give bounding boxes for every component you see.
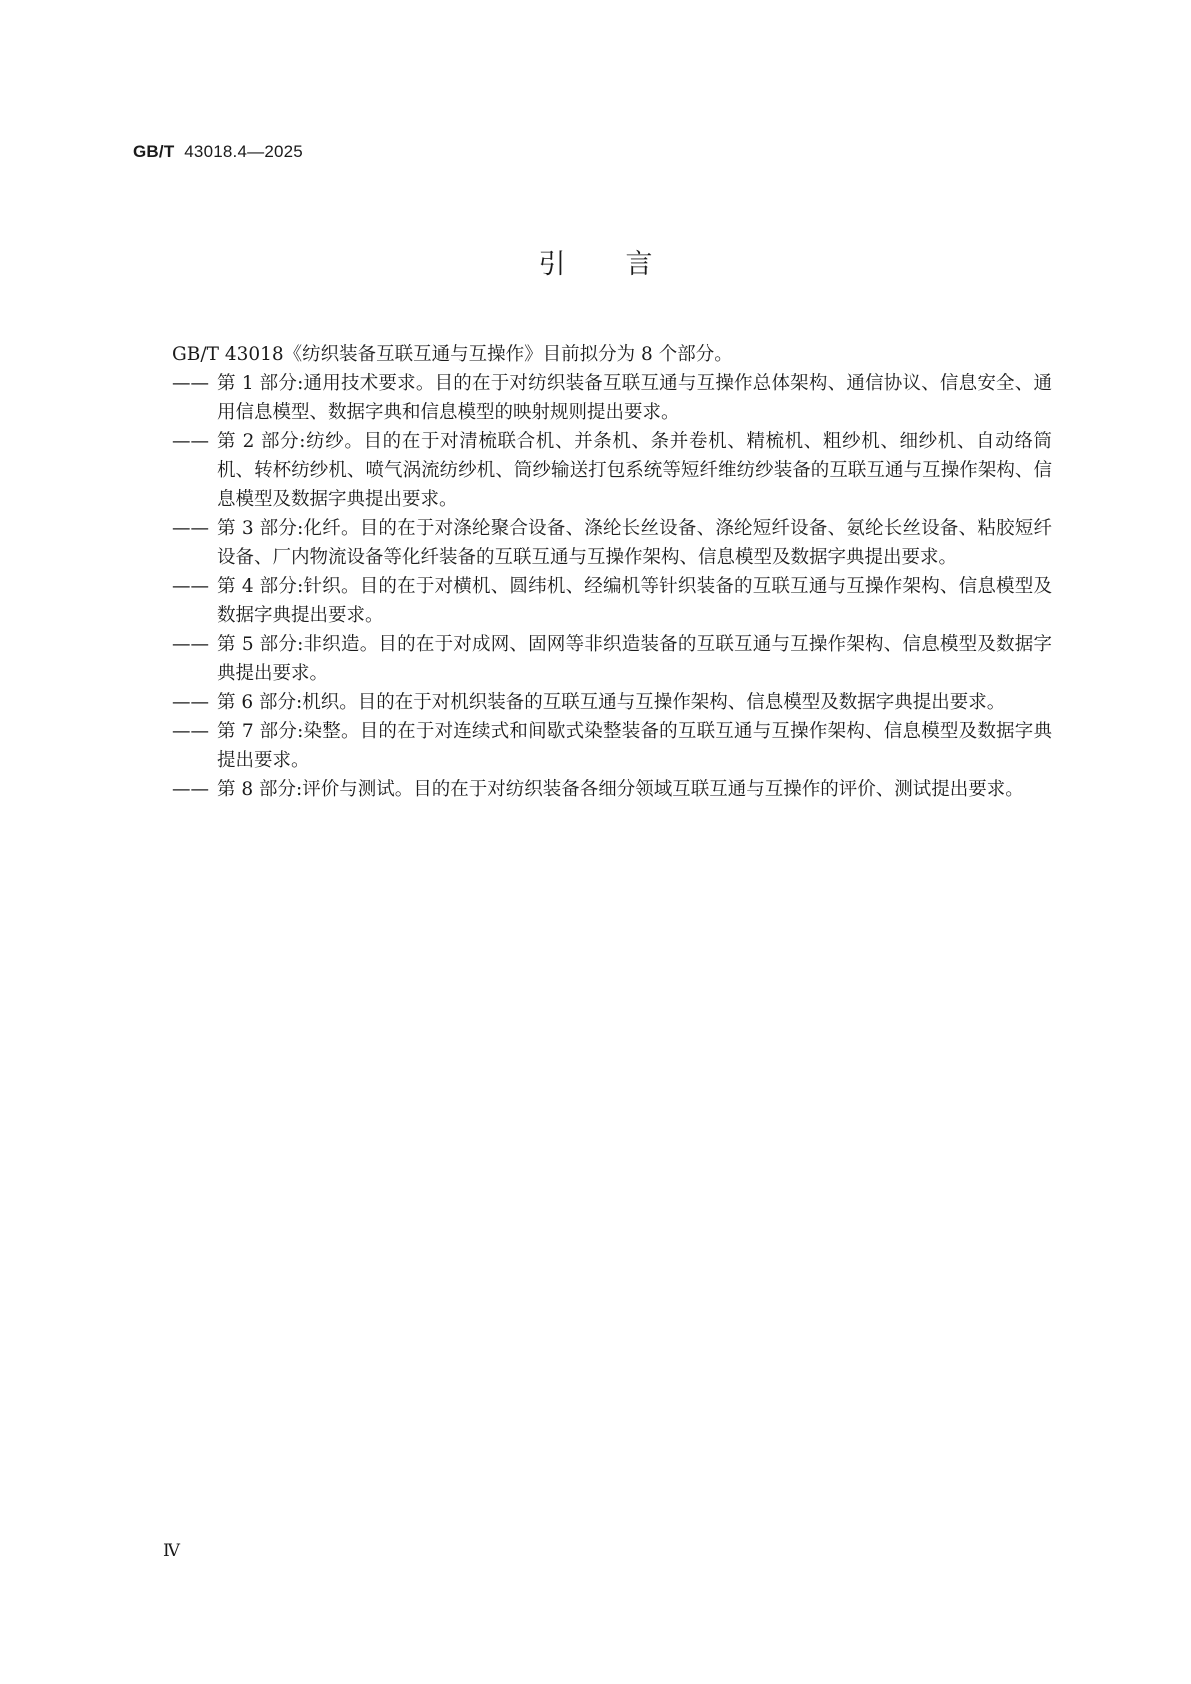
part-text: 第 4 部分:针织。目的在于对横机、圆纬机、经编机等针织装备的互联互通与互操作架构、信息模型及数据字典提出要求。 [217,576,1052,626]
part-item [172,775,1052,804]
part-text: 第 3 部分:化纤。目的在于对涤纶聚合设备、涤纶长丝设备、涤纶短纤设备、氨纶长丝设备、粘胶短纤设备、厂内物流设备等化纤装备的互联互通与互操作架构、信息模型及数据字典提出要求。 [217,518,1052,568]
part-text: 第 8 部分:评价与测试。目的在于对纺织装备各细分领域互联互通与互操作的评价、测试提出要求。 [217,779,1024,800]
page-number: Ⅳ [163,1541,180,1561]
part-text: 第 7 部分:染整。目的在于对连续式和间歇式染整装备的互联互通与互操作架构、信息模型及数据字典提出要求。 [217,721,1052,771]
em-dash: —— [172,431,209,452]
em-dash: —— [172,576,209,597]
part-item [172,630,1052,688]
part-item [172,427,1052,514]
part-text: 第 2 部分:纺纱。目的在于对清梳联合机、并条机、条并卷机、精梳机、粗纱机、细纱机、自动络筒机、转杯纺纱机、喷气涡流纺纱机、筒纱输送打包系统等短纤维纺纱装备的互联互通与互操作架构、信息模型及数据字典提出要求。 [217,431,1052,510]
introduction-body [172,340,1052,804]
em-dash: —— [172,634,209,655]
standard-code-number: 43018.4—2025 [184,142,303,161]
part-text: 第 5 部分:非织造。目的在于对成网、固网等非织造装备的互联互通与互操作架构、信息模型及数据字典提出要求。 [217,634,1052,684]
intro-paragraph: GB/T 43018《纺织装备互联互通与互操作》目前拟分为 8 个部分。 [172,344,733,365]
part-item [172,514,1052,572]
part-text: 第 6 部分:机织。目的在于对机织装备的互联互通与互操作架构、信息模型及数据字典提出要求。 [217,692,1006,713]
part-item [172,572,1052,630]
em-dash: —— [172,518,209,539]
em-dash: —— [172,373,209,394]
standard-code-prefix: GB/T [133,142,175,161]
page-title: 引言 [538,249,713,280]
em-dash: —— [172,779,209,800]
part-text: 第 1 部分:通用技术要求。目的在于对纺织装备互联互通与互操作总体架构、通信协议、信息安全、通用信息模型、数据字典和信息模型的映射规则提出要求。 [217,373,1052,423]
part-item [172,717,1052,775]
part-item [172,369,1052,427]
em-dash: —— [172,721,209,742]
part-item [172,688,1052,717]
em-dash: —— [172,692,209,713]
standard-code [133,142,303,162]
